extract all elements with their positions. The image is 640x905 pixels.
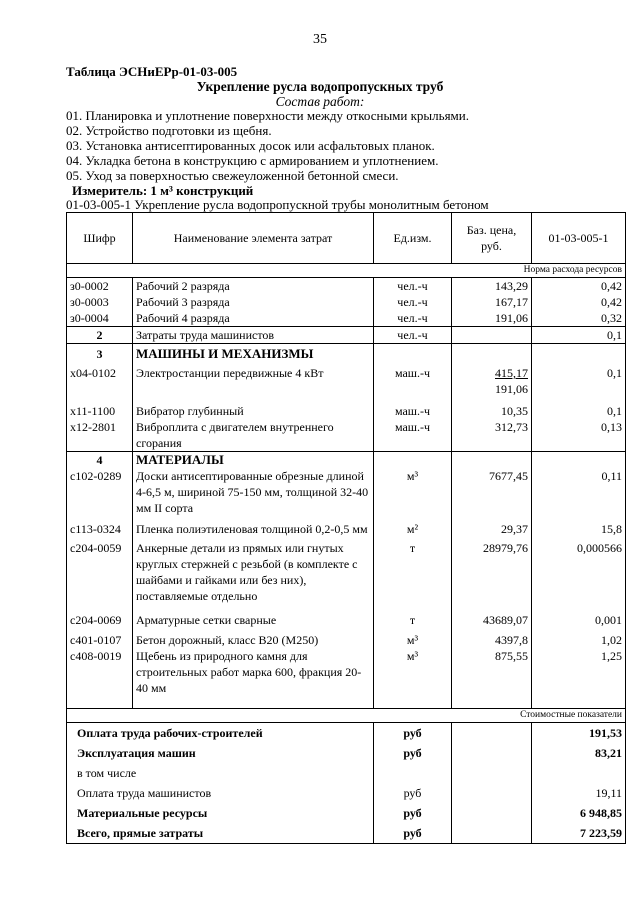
row-code: х04-0102 xyxy=(67,362,133,397)
row-norm: 0,1 xyxy=(532,362,626,397)
total-name: Материальные ресурсы xyxy=(67,803,374,823)
work-item: 03. Установка антисептированных досок или асфальтовых планок. xyxy=(66,138,435,153)
row-name: Рабочий 2 разряда xyxy=(133,278,374,295)
row-norm: 0,42 xyxy=(532,278,626,295)
norm-note: Норма расхода ресурсов xyxy=(67,264,626,278)
page-number: 35 xyxy=(313,32,327,47)
table-row xyxy=(67,604,626,628)
total-value: 7 223,59 xyxy=(532,823,626,844)
row-norm: 0,001 xyxy=(532,604,626,628)
row-norm: 1,25 xyxy=(532,648,626,709)
header-norm: 01-03-005-1 xyxy=(532,213,626,264)
row-unit: т xyxy=(374,537,452,604)
row-code: с113-0324 xyxy=(67,516,133,537)
row-norm: 0,1 xyxy=(532,327,626,344)
row-unit: маш.-ч xyxy=(374,362,452,397)
row-name: Затраты труда машинистов xyxy=(133,327,374,344)
header-name: Наименование элемента затрат xyxy=(133,213,374,264)
section-row xyxy=(67,344,626,363)
header-unit: Ед.изм. xyxy=(374,213,452,264)
total-row xyxy=(67,783,626,803)
row-unit: чел.-ч xyxy=(374,294,452,310)
total-row xyxy=(67,823,626,844)
row-name: Пленка полиэтиленовая толщиной 0,2-0,5 мм xyxy=(133,516,374,537)
row-price: 143,29 xyxy=(452,278,532,295)
row-price: 28979,76 xyxy=(452,537,532,604)
total-row xyxy=(67,763,626,783)
total-unit: руб xyxy=(374,723,452,744)
row-price: 875,55 xyxy=(452,648,532,709)
total-unit: руб xyxy=(374,783,452,803)
row-code: з0-0004 xyxy=(67,310,133,327)
row-code: з0-0002 xyxy=(67,278,133,295)
section-row xyxy=(67,452,626,469)
row-norm: 15,8 xyxy=(532,516,626,537)
header-code: Шифр xyxy=(67,213,133,264)
total-unit: руб xyxy=(374,823,452,844)
table-row xyxy=(67,278,626,295)
resources-table xyxy=(66,212,626,844)
total-row xyxy=(67,743,626,763)
row-price: 312,73 xyxy=(452,419,532,452)
total-name: Всего, прямые затраты xyxy=(67,823,374,844)
table-row xyxy=(67,648,626,709)
total-value: 83,21 xyxy=(532,743,626,763)
table-row xyxy=(67,628,626,648)
row-norm: 0,11 xyxy=(532,468,626,516)
row-price: 43689,07 xyxy=(452,604,532,628)
total-unit: руб xyxy=(374,743,452,763)
document-title: Укрепление русла водопропускных труб xyxy=(196,79,444,94)
total-row xyxy=(67,723,626,744)
work-item: 05. Уход за поверхностью свежеуложенной бетонной смеси. xyxy=(66,168,399,183)
row-code: с204-0069 xyxy=(67,604,133,628)
row-code: с408-0019 xyxy=(67,648,133,709)
document-subtitle: Состав работ: xyxy=(275,94,365,109)
row-norm: 0,13 xyxy=(532,419,626,452)
total-row xyxy=(67,803,626,823)
row-unit: м³ xyxy=(374,468,452,516)
section-title: МАШИНЫ И МЕХАНИЗМЫ xyxy=(133,344,374,363)
total-value: 191,53 xyxy=(532,723,626,744)
section-code: 4 xyxy=(67,452,133,469)
row-unit: м² xyxy=(374,516,452,537)
row-unit: маш.-ч xyxy=(374,397,452,419)
norm-note-row xyxy=(67,264,626,278)
row-code: с102-0289 xyxy=(67,468,133,516)
price-current: 415,17 xyxy=(495,366,528,380)
row-price: 10,35 xyxy=(452,397,532,419)
table-row xyxy=(67,362,626,397)
total-value: 19,11 xyxy=(532,783,626,803)
row-norm: 1,02 xyxy=(532,628,626,648)
table-row xyxy=(67,419,626,452)
work-item: 04. Укладка бетона в конструкцию с армированием и уплотнением. xyxy=(66,153,439,168)
table-header-row xyxy=(67,213,626,264)
table-row xyxy=(67,310,626,327)
row-code: 2 xyxy=(67,327,133,344)
row-unit: м³ xyxy=(374,648,452,709)
row-norm: 0,1 xyxy=(532,397,626,419)
row-code: х12-2801 xyxy=(67,419,133,452)
measure-unit: Измеритель: 1 м³ конструкций xyxy=(72,183,254,198)
row-unit: чел.-ч xyxy=(374,327,452,344)
work-item: 02. Устройство подготовки из щебня. xyxy=(66,123,272,138)
table-row xyxy=(67,294,626,310)
row-price xyxy=(452,362,532,397)
total-name: Эксплуатация машин xyxy=(67,743,374,763)
table-row xyxy=(67,327,626,344)
row-name: Доски антисептированные обрезные длиной 4-6,5 м, шириной 75-150 мм, толщиной 32-40 мм II сорта xyxy=(133,468,374,516)
cost-note-row xyxy=(67,709,626,723)
row-code: х11-1100 xyxy=(67,397,133,419)
row-unit: чел.-ч xyxy=(374,310,452,327)
cost-note: Стоимостные показатели xyxy=(67,709,626,723)
row-norm: 0,32 xyxy=(532,310,626,327)
row-name: Анкерные детали из прямых или гнутых круглых стержней с резьбой (в комплекте с шайбами и гайками или без них), поставляемые отдельно xyxy=(133,537,374,604)
total-name: Оплата труда машинистов xyxy=(67,783,374,803)
total-unit: руб xyxy=(374,803,452,823)
row-norm: 0,42 xyxy=(532,294,626,310)
row-name: Рабочий 4 разряда xyxy=(133,310,374,327)
row-unit: маш.-ч xyxy=(374,419,452,452)
section-code: 3 xyxy=(67,344,133,363)
row-name: Электростанции передвижные 4 кВт xyxy=(133,362,374,397)
row-code: с401-0107 xyxy=(67,628,133,648)
table-row xyxy=(67,537,626,604)
header-price: Баз. цена, руб. xyxy=(452,213,532,264)
row-name: Бетон дорожный, класс В20 (М250) xyxy=(133,628,374,648)
row-norm: 0,000566 xyxy=(532,537,626,604)
row-name: Рабочий 3 разряда xyxy=(133,294,374,310)
row-price: 7677,45 xyxy=(452,468,532,516)
row-unit: чел.-ч xyxy=(374,278,452,295)
row-name: Щебень из природного камня для строительных работ марка 600, фракция 20-40 мм xyxy=(133,648,374,709)
row-name: Арматурные сетки сварные xyxy=(133,604,374,628)
work-item: 01. Планировка и уплотнение поверхности между откосными крыльями. xyxy=(66,108,469,123)
row-unit: т xyxy=(374,604,452,628)
row-price: 29,37 xyxy=(452,516,532,537)
price-base: 191,06 xyxy=(495,382,528,396)
row-name: Вибратор глубинный xyxy=(133,397,374,419)
row-code: з0-0003 xyxy=(67,294,133,310)
total-name: в том числе xyxy=(67,763,374,783)
row-name: Виброплита с двигателем внутреннего сгорания xyxy=(133,419,374,452)
total-name: Оплата труда рабочих-строителей xyxy=(67,723,374,744)
table-row xyxy=(67,397,626,419)
row-code: с204-0059 xyxy=(67,537,133,604)
row-price: 4397,8 xyxy=(452,628,532,648)
norm-reference: 01-03-005-1 Укрепление русла водопропускной трубы монолитным бетоном xyxy=(66,197,489,212)
row-unit: м³ xyxy=(374,628,452,648)
row-price xyxy=(452,327,532,344)
table-row xyxy=(67,468,626,516)
table-row xyxy=(67,516,626,537)
section-title: МАТЕРИАЛЫ xyxy=(133,452,374,469)
row-price: 167,17 xyxy=(452,294,532,310)
total-value: 6 948,85 xyxy=(532,803,626,823)
table-label: Таблица ЭСНиЕРр-01-03-005 xyxy=(66,64,238,79)
row-price: 191,06 xyxy=(452,310,532,327)
